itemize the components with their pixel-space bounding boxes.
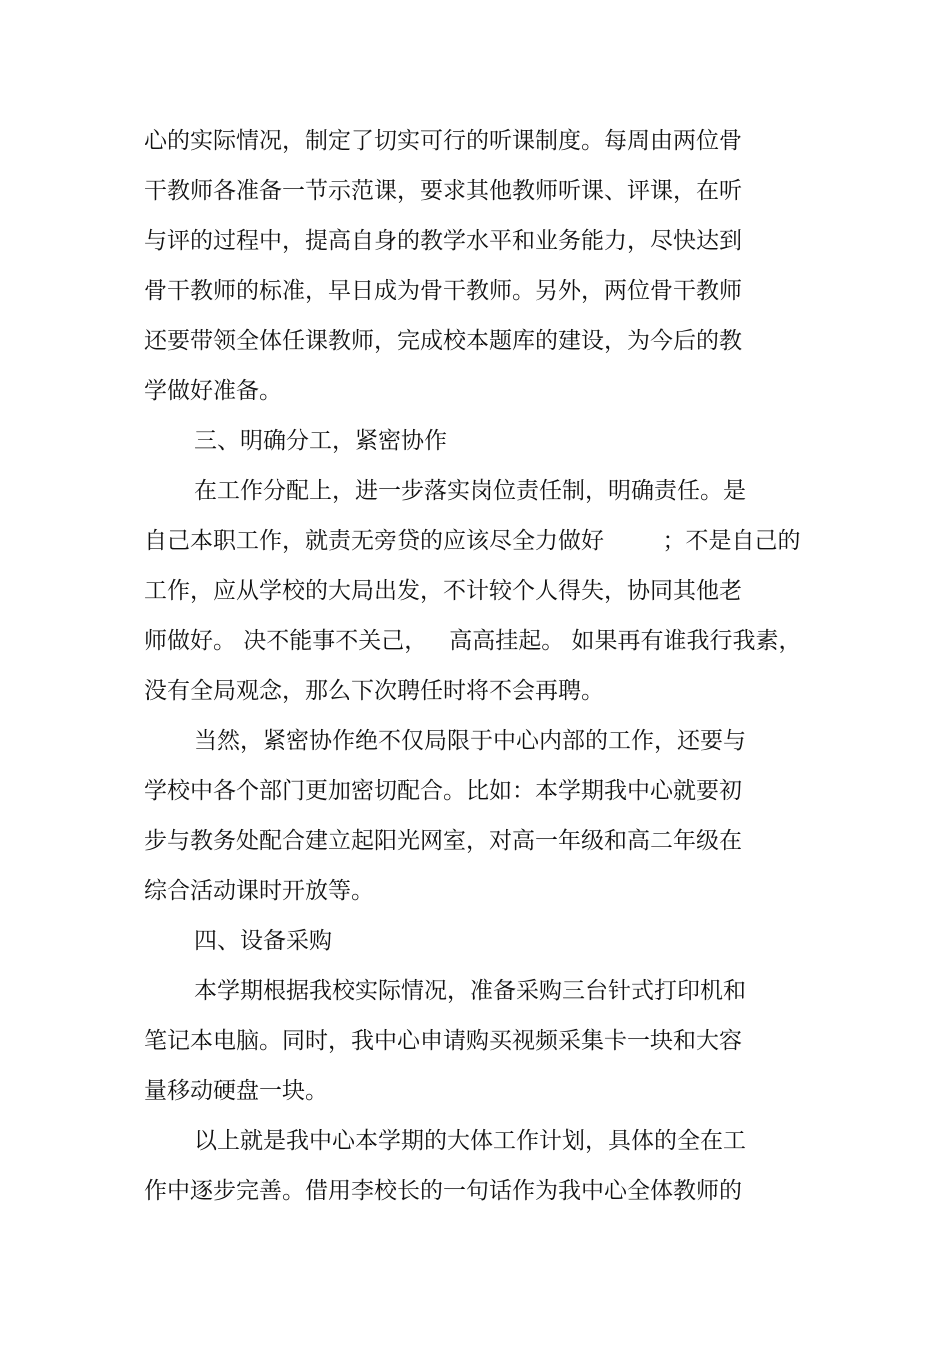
paragraph-line: 本学期根据我校实际情况，准备采购三台针式打印机和 [194,978,746,1004]
paragraph-line: 学校中各个部门更加密切配合。比如：本学期我中心就要初 [144,778,742,804]
paragraph-line: 当然，紧密协作绝不仅局限于中心内部的工作，还要与 [194,728,746,754]
paragraph-line: 笔记本电脑。同时，我中心申请购买视频采集卡一块和大容 [144,1028,742,1054]
paragraph-line: 步与教务处配合建立起阳光网室，对高一年级和高二年级在 [144,828,742,854]
paragraph-line: 在工作分配上，进一步落实岗位责任制，明确责任。是 [194,478,746,504]
paragraph-line: 以上就是我中心本学期的大体工作计划，具体的全在工 [194,1128,746,1154]
section-heading: 三、明确分工，紧密协作 [194,428,447,454]
paragraph-line: 学做好准备。 [144,378,282,404]
paragraph-line: 与评的过程中，提高自身的教学水平和业务能力，尽快达到 [144,228,742,254]
paragraph-line: 心的实际情况，制定了切实可行的听课制度。每周由两位骨 [144,128,742,154]
paragraph-line: 没有全局观念，那么下次聘任时将不会再聘。 [144,678,604,704]
paragraph-line: 作中逐步完善。借用李校长的一句话作为我中心全体教师的 [144,1178,742,1204]
paragraph-line: 综合活动课时开放等。 [144,878,374,904]
paragraph-line: 师做好。 决不能事不关己， 高高挂起。 如果再有谁我行我素， [144,628,802,654]
paragraph-line: 骨干教师的标准，早日成为骨干教师。另外，两位骨干教师 [144,278,742,304]
paragraph-line: 自己本职工作，就责无旁贷的应该尽全力做好 ；不是自己的 [144,528,801,554]
paragraph-line: 量移动硬盘一块。 [144,1078,328,1104]
section-heading: 四、设备采购 [194,928,332,954]
paragraph-line: 干教师各准备一节示范课，要求其他教师听课、评课，在听 [144,178,742,204]
paragraph-line: 还要带领全体任课教师，完成校本题库的建设，为今后的教 [144,328,742,354]
paragraph-line: 工作，应从学校的大局出发，不计较个人得失，协同其他老 [144,578,742,604]
